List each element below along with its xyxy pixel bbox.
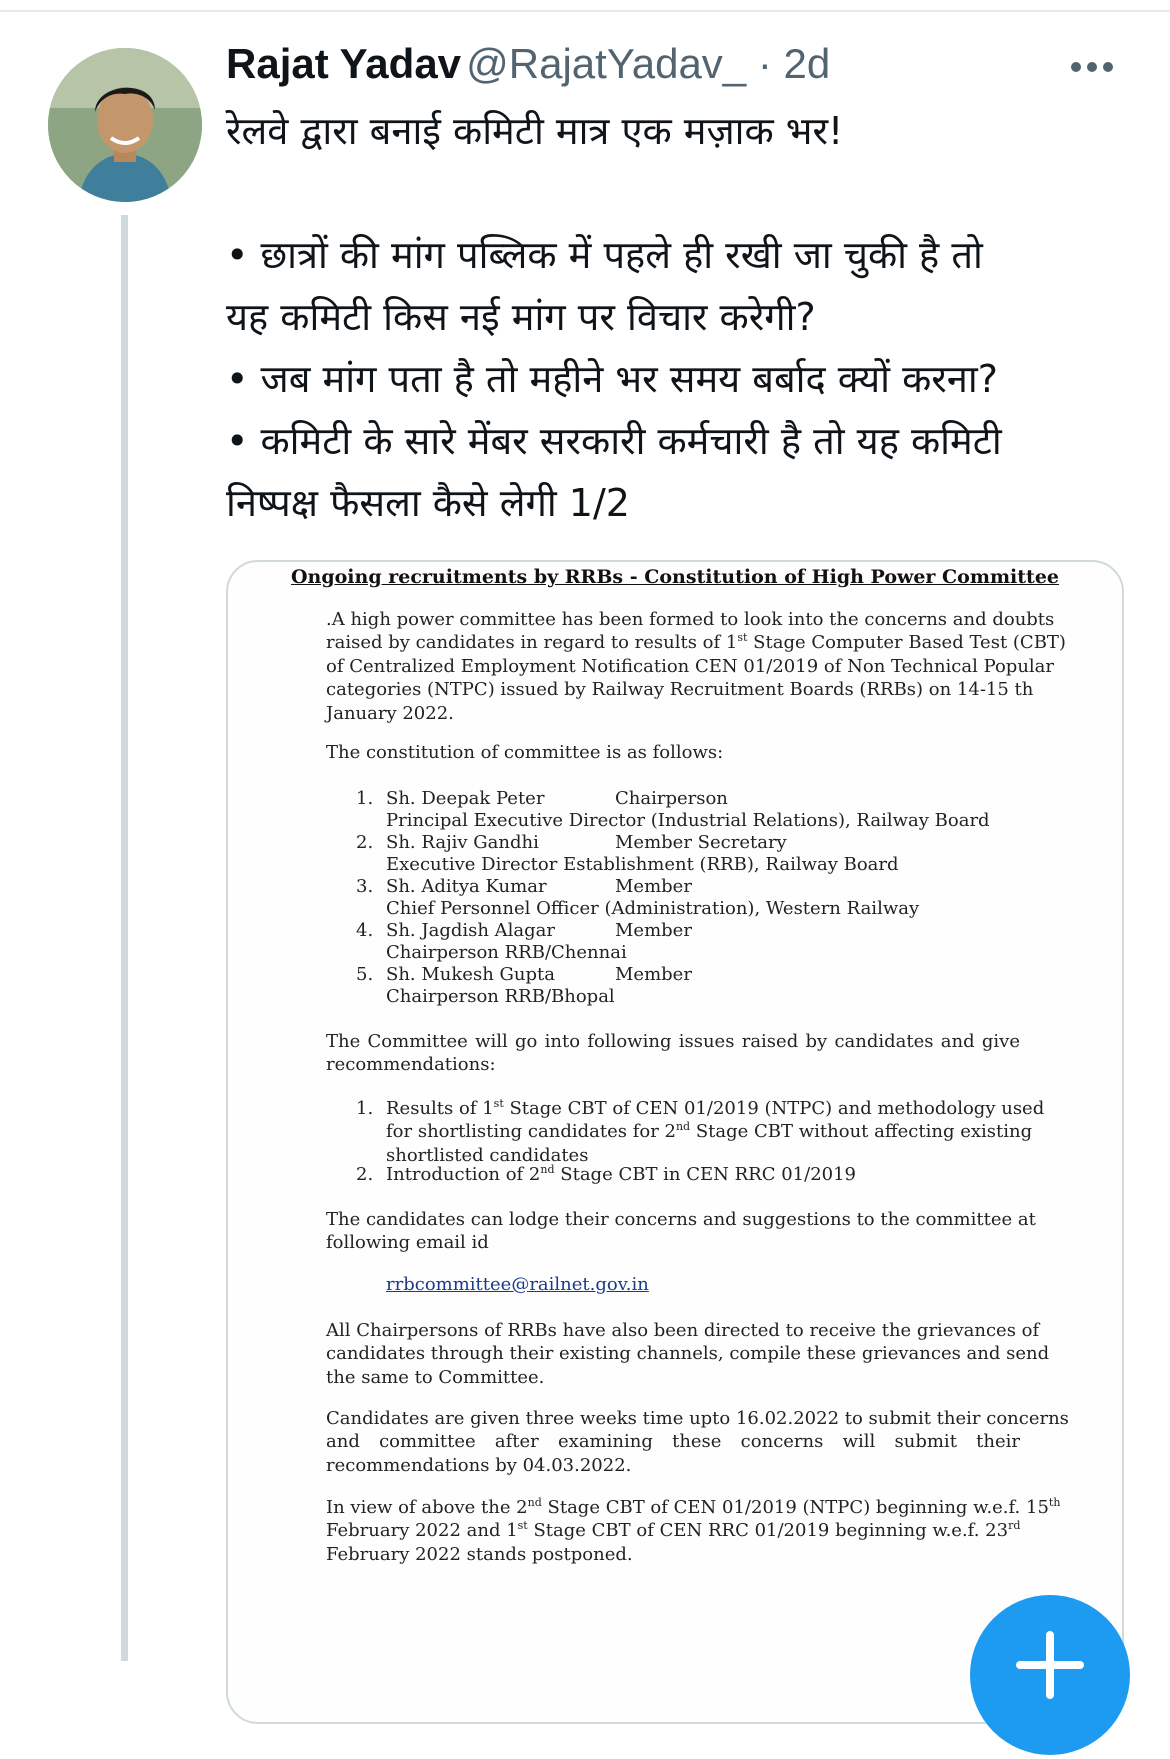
member-number: 5. xyxy=(356,964,374,985)
member-role: Member xyxy=(615,964,692,985)
more-horizontal-icon xyxy=(1068,58,1116,76)
member-designation: Chief Personnel Officer (Administration), Western Railway xyxy=(386,898,920,919)
member-number: 1. xyxy=(356,788,374,809)
tweet-text-line: • छात्रों की मांग पब्लिक में पहले ही रखी जा चुकी है तो xyxy=(226,233,983,277)
doc-line: raised by candidates in regard to results of 1st Stage Computer Based Test (CBT) xyxy=(326,631,1066,654)
doc-line: The constitution of committee is as follows: xyxy=(326,742,724,763)
doc-line: and committee after examining these concerns will submit their xyxy=(326,1431,1020,1453)
issue-number: 1. xyxy=(356,1098,374,1119)
header-separator: · xyxy=(757,40,772,87)
ordinal-suffix: th xyxy=(1048,1496,1061,1509)
doc-line: candidates through their existing channels, compile these grievances and send xyxy=(326,1343,1050,1365)
author-handle[interactable]: @RajatYadav_ xyxy=(466,40,747,87)
doc-line: the same to Committee. xyxy=(326,1366,545,1388)
tweet-text-line: रेलवे द्वारा बनाई कमिटी मात्र एक मज़ाक भर! xyxy=(226,109,844,153)
member-role: Member xyxy=(615,876,692,897)
postponement-paragraph xyxy=(326,1496,1061,1566)
ordinal-suffix: nd xyxy=(540,1163,555,1176)
member-number: 2. xyxy=(356,832,374,853)
tweet-text-blank-line xyxy=(226,162,1126,224)
intro-paragraph xyxy=(326,608,1066,725)
member-designation: Executive Director Establishment (RRB), Railway Board xyxy=(386,854,899,875)
issue-text xyxy=(386,1163,1020,1186)
doc-line: categories (NTPC) issued by Railway Recruitment Boards (RRBs) on 14-15 th xyxy=(326,679,1034,701)
ordinal-suffix: st xyxy=(737,631,748,645)
member-name: Sh. Rajiv Gandhi xyxy=(386,832,539,853)
attached-image[interactable] xyxy=(226,560,1124,1724)
doc-line: All Chairpersons of RRBs have also been directed to receive the grievances of xyxy=(326,1320,1040,1341)
committee-email-link: rrbcommittee@railnet.gov.in xyxy=(386,1274,649,1295)
ordinal-suffix: st xyxy=(493,1097,504,1110)
issue-text xyxy=(386,1097,1045,1167)
ordinal-suffix: nd xyxy=(527,1496,542,1509)
tweet-text-line: • जब मांग पता है तो महीने भर समय बर्बाद क्यों करना? xyxy=(226,357,998,401)
issues-intro-paragraph xyxy=(326,1030,1020,1077)
doc-line: following email id xyxy=(326,1232,489,1254)
member-name: Sh. Jagdish Alagar xyxy=(386,920,556,941)
compose-tweet-button[interactable] xyxy=(970,1595,1130,1755)
doc-line: Candidates are given three weeks time upto 16.02.2022 to submit their concerns xyxy=(326,1408,1069,1429)
avatar[interactable] xyxy=(48,48,202,202)
doc-line: February 2022 stands postponed. xyxy=(326,1543,633,1565)
member-name: Sh. Mukesh Gupta xyxy=(386,964,555,985)
more-options-button[interactable] xyxy=(1068,58,1116,76)
member-role: Chairperson xyxy=(615,788,728,809)
avatar-person-icon xyxy=(48,48,202,202)
ordinal-suffix: nd xyxy=(675,1120,691,1134)
member-number: 3. xyxy=(356,876,374,897)
ordinal-suffix: rd xyxy=(1008,1519,1021,1533)
top-divider xyxy=(0,10,1170,12)
doc-line: recommendations: xyxy=(326,1054,496,1076)
tweet-text xyxy=(226,100,1126,534)
doc-line: February 2022 and 1st Stage CBT of CEN RRC 01/2019 beginning w.e.f. 23rd xyxy=(326,1519,1021,1542)
doc-line: for shortlisting candidates for 2nd Stage CBT without affecting existing xyxy=(386,1120,1033,1143)
doc-line: The Committee will go into following issues raised by candidates and give xyxy=(326,1031,1020,1052)
tweet-timestamp[interactable]: 2d xyxy=(783,40,831,87)
member-role: Member Secretary xyxy=(615,832,787,853)
doc-line: shortlisted candidates xyxy=(386,1144,589,1166)
constitution-heading xyxy=(326,741,1020,764)
member-designation: Chairperson RRB/Bhopal xyxy=(386,986,615,1007)
doc-line: The candidates can lodge their concerns and suggestions to the committee at xyxy=(326,1209,1036,1230)
member-name: Sh. Aditya Kumar xyxy=(386,876,547,897)
member-role: Member xyxy=(615,920,692,941)
tweet-header xyxy=(226,40,830,96)
member-number: 4. xyxy=(356,920,374,941)
notice-title: Ongoing recruitments by RRBs - Constitution of High Power Committee xyxy=(290,566,1060,588)
tweet-text-line: यह कमिटी किस नई मांग पर विचार करेगी? xyxy=(226,295,816,339)
doc-line: of Centralized Employment Notification CEN 01/2019 of Non Technical Popular xyxy=(326,655,1055,677)
doc-line: recommendations by 04.03.2022. xyxy=(326,1454,632,1476)
timeline-paragraph xyxy=(326,1407,1069,1477)
doc-line: January 2022. xyxy=(326,702,454,724)
issue-number: 2. xyxy=(356,1164,374,1185)
thread-line xyxy=(121,215,128,1661)
tweet-text-line: • कमिटी के सारे मेंबर सरकारी कर्मचारी है तो यह कमिटी xyxy=(226,419,1002,463)
tweet-text-line: निष्पक्ष फैसला कैसे लेगी 1/2 xyxy=(226,481,630,525)
doc-line: Results of 1st Stage CBT of CEN 01/2019 (NTPC) and methodology used xyxy=(386,1097,1045,1119)
member-designation: Principal Executive Director (Industrial Relations), Railway Board xyxy=(386,810,990,831)
lodge-paragraph xyxy=(326,1208,1036,1255)
doc-line: .A high power committee has been formed to look into the concerns and doubts xyxy=(326,609,1055,630)
member-designation: Chairperson RRB/Chennai xyxy=(386,942,627,963)
member-name: Sh. Deepak Peter xyxy=(386,788,545,809)
chairpersons-paragraph xyxy=(326,1319,1050,1389)
doc-line: In view of above the 2nd Stage CBT of CEN 01/2019 (NTPC) beginning w.e.f. 15th xyxy=(326,1496,1061,1518)
ordinal-suffix: st xyxy=(517,1519,528,1533)
doc-line: Introduction of 2nd Stage CBT in CEN RRC 01/2019 xyxy=(386,1163,857,1185)
compose-tweet-icon xyxy=(970,1595,1130,1755)
author-name[interactable]: Rajat Yadav xyxy=(226,40,462,87)
